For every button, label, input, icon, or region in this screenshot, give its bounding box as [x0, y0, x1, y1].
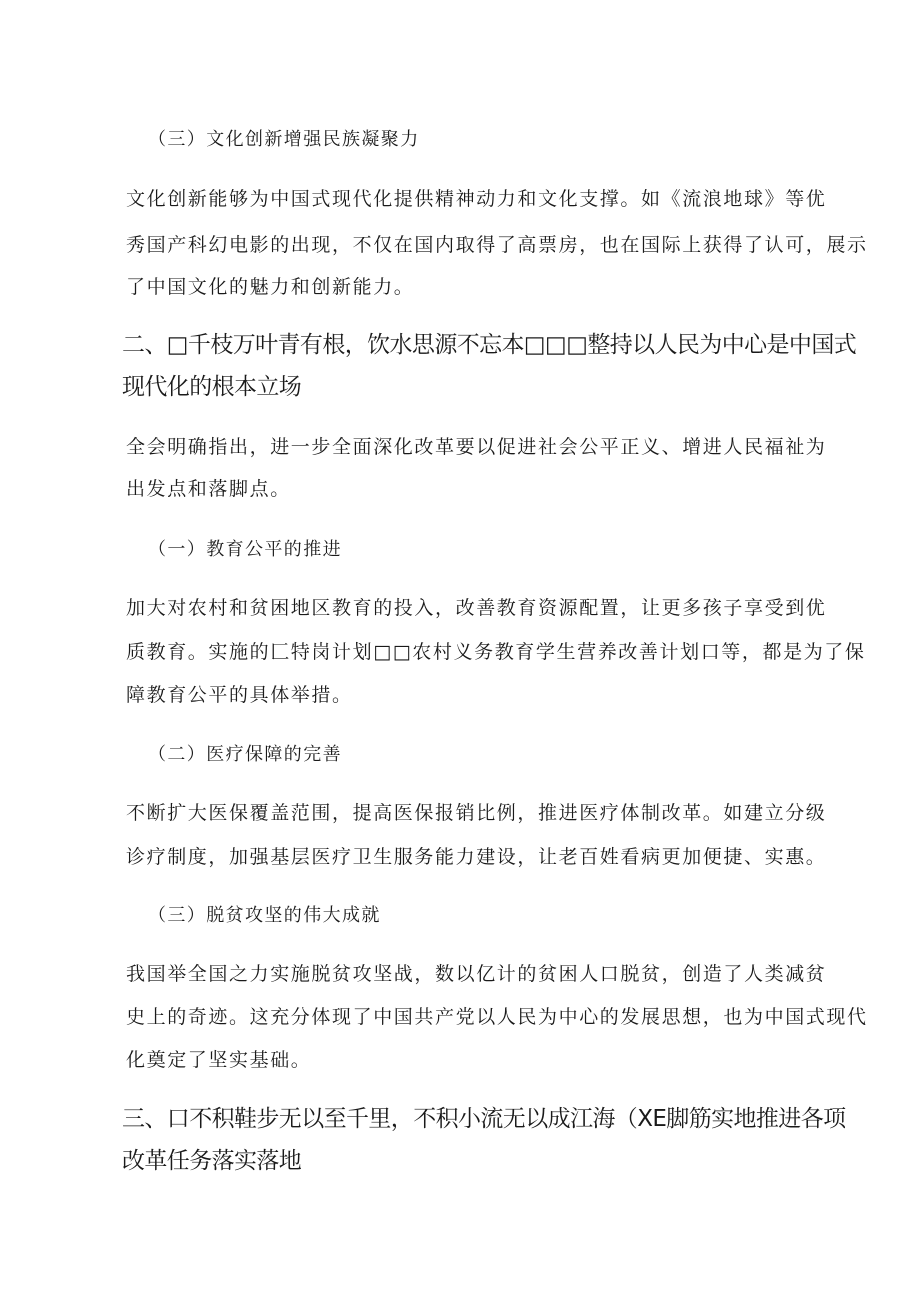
paragraph-line: 质教育。实施的匚特岗计划□□农村义务教育学生营养改善计划口等，都是为了保 — [126, 641, 866, 663]
section-heading-3-cont: 改革任务落实落地 — [122, 1148, 302, 1174]
subsection-title-culture-innovation: （三）文化创新增强民族凝聚力 — [148, 129, 420, 150]
paragraph-line: 加大对农村和贫困地区教育的投入，改善教育资源配置，让更多孩子享受到优 — [126, 597, 827, 619]
subsection-title-education: （一）教育公平的推进 — [148, 539, 342, 560]
subsection-title-healthcare: （二）医疗保障的完善 — [148, 744, 342, 765]
paragraph-line: 诊疗制度，加强基层医疗卫生服务能力建设，让老百姓看病更加便捷、实惠。 — [126, 846, 827, 868]
paragraph-line: 我国举全国之力实施脱贫攻坚战，数以亿计的贫困人口脱贫，创造了人类减贫 — [126, 963, 827, 985]
section-heading-2-cont: 现代化的根本立场 — [122, 374, 302, 400]
paragraph-line: 了中国文化的魅力和创新能力。 — [126, 276, 415, 298]
paragraph-line: 史上的奇迹。这充分体现了中国共产党以人民为中心的发展思想，也为中国式现代 — [126, 1006, 868, 1028]
paragraph-line: 出发点和落脚点。 — [126, 478, 291, 500]
section-heading-3: 三、口不积鞋步无以至千里，不积小流无以成江海（XE脚筋实地推进各项 — [122, 1106, 846, 1132]
paragraph-line: 化奠定了坚实基础。 — [126, 1049, 312, 1071]
section-heading-2: 二、□千枝万叶青有根，饮水思源不忘本□□□整持以人民为中心是中国式 — [122, 332, 857, 358]
subsection-title-poverty: （三）脱贫攻坚的伟大成就 — [148, 905, 381, 926]
paragraph-line: 障教育公平的具体举措。 — [126, 684, 353, 706]
paragraph-line: 不断扩大医保覆盖范围，提高医保报销比例，推进医疗体制改革。如建立分级 — [126, 802, 827, 824]
paragraph-line: 全会明确指出，进一步全面深化改革要以促进社会公平正义、增进人民福祉为 — [126, 436, 827, 458]
paragraph-line: 秀国产科幻电影的出现，不仅在国内取得了高票房，也在国际上获得了认可，展示 — [126, 234, 868, 256]
paragraph-line: 文化创新能够为中国式现代化提供精神动力和文化支撑。如《流浪地球》等优 — [126, 188, 827, 210]
